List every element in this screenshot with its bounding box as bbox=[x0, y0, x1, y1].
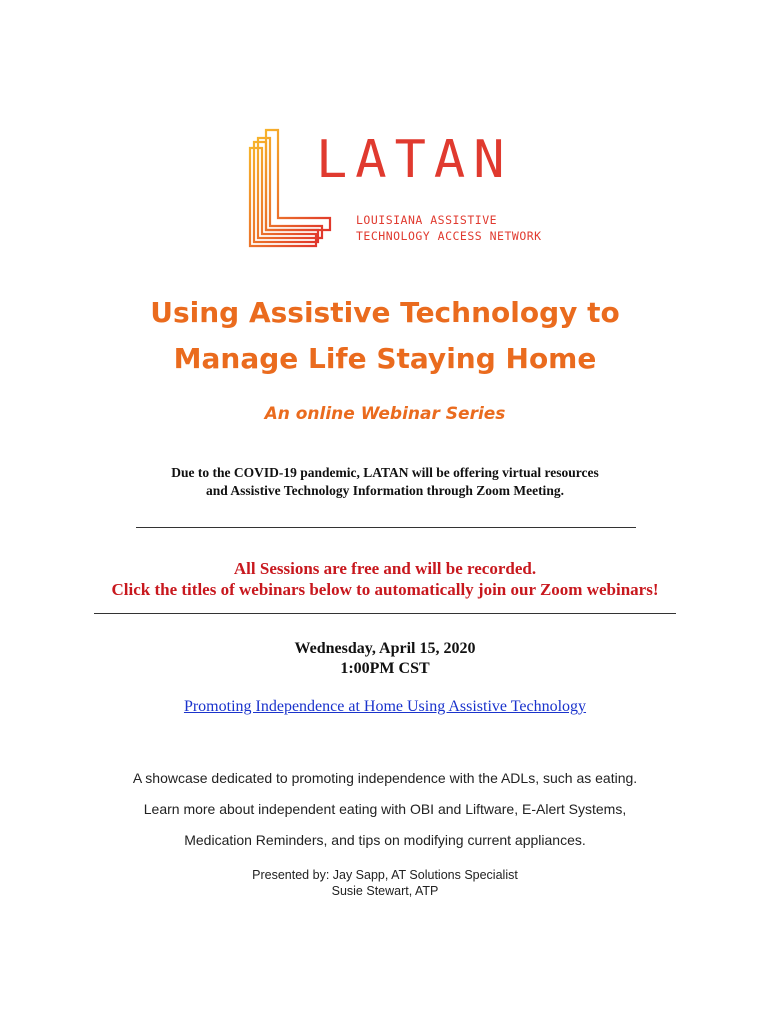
notice-line1: All Sessions are free and will be recorded. bbox=[233, 559, 537, 578]
intro-paragraph bbox=[100, 464, 670, 500]
intro-line1: Due to the COVID-19 pandemic, LATAN will be offering virtual resources bbox=[171, 465, 599, 480]
session-title-link[interactable]: Promoting Independence at Home Using Assistive Technology bbox=[183, 698, 587, 715]
presenter-line1: Presented by: Jay Sapp, AT Solutions Specialist bbox=[252, 868, 518, 882]
page-title-line2: Manage Life Staying Home bbox=[173, 342, 597, 375]
presenter-line2: Susie Stewart, ATP bbox=[331, 884, 439, 898]
series-subtitle: An online Webinar Series bbox=[264, 404, 506, 424]
session-description-line2: Learn more about independent eating with OBI and Liftware, E-Alert Systems, bbox=[143, 801, 627, 817]
notice-line2: Click the titles of webinars below to automatically join our Zoom webinars! bbox=[111, 580, 659, 599]
logo-subtitle-line1: LOUISIANA ASSISTIVE bbox=[356, 213, 498, 227]
session-date: Wednesday, April 15, 2020 bbox=[294, 640, 476, 657]
latan-logo bbox=[246, 126, 542, 266]
logo-subtitle bbox=[356, 212, 542, 244]
session-time: 1:00PM CST bbox=[340, 660, 430, 677]
logo-wordmark: LATAN bbox=[316, 130, 513, 190]
intro-line2: and Assistive Technology Information through Zoom Meeting. bbox=[206, 483, 564, 498]
divider-short bbox=[136, 526, 636, 528]
logo-subtitle-line2: TECHNOLOGY ACCESS NETWORK bbox=[356, 229, 542, 243]
session-link-wrapper bbox=[0, 698, 770, 716]
session-description-line3: Medication Reminders, and tips on modifying current appliances. bbox=[184, 832, 586, 848]
session-description-line1: A showcase dedicated to promoting independence with the ADLs, such as eating. bbox=[132, 770, 638, 786]
page-title-line1: Using Assistive Technology to bbox=[150, 296, 620, 329]
divider-long bbox=[94, 612, 676, 614]
